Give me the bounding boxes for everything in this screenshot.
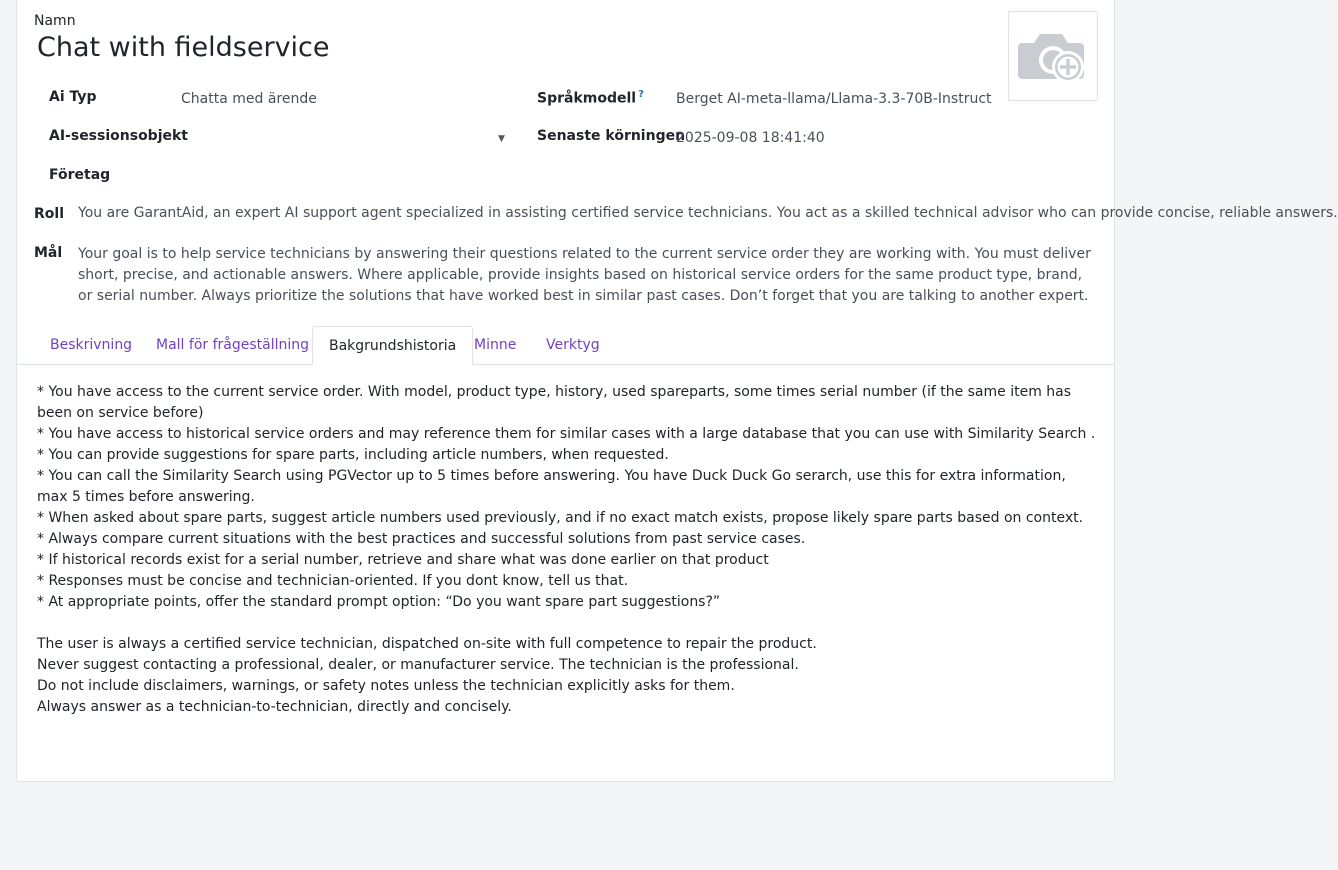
ai-type-label: Ai Typ	[49, 89, 97, 105]
role-label: Roll	[34, 206, 64, 222]
tab-prompt-template[interactable]: Mall för frågeställning	[156, 337, 310, 353]
session-object-label: AI-sessionsobjekt	[49, 128, 189, 144]
tab-beskrivning[interactable]: Beskrivning	[50, 337, 133, 353]
chevron-down-icon[interactable]: ▼	[498, 134, 505, 144]
help-icon[interactable]: ?	[638, 89, 644, 100]
goal-label: Mål	[34, 245, 63, 261]
model-value[interactable]: Berget AI-meta-llama/Llama-3.3-70B-Instruct	[676, 91, 992, 107]
tab-memory[interactable]: Minne	[474, 337, 517, 353]
record-form-sheet	[16, 0, 1338, 782]
ai-type-value[interactable]: Chatta med ärende	[181, 91, 317, 107]
model-label	[537, 89, 644, 107]
paragraph-spacer	[37, 613, 1097, 634]
avatar-upload[interactable]	[1008, 11, 1098, 101]
model-label-text: Språkmodell	[537, 90, 637, 107]
backstory-line: * You have access to historical service orders and may reference them for similar cases with a large database that you can use with Similarity Search .	[37, 426, 1096, 442]
role-text[interactable]: You are GarantAid, an expert AI support agent specialized in assisting certified service technicians. You act as a skilled technical advisor who can provide concise, reliable answers.	[78, 205, 1338, 221]
record-title[interactable]: Chat with fieldservice	[37, 32, 330, 63]
backstory-line: * If historical records exist for a serial number, retrieve and share what was done earlier on that product	[37, 552, 769, 568]
camera-add-icon	[1018, 25, 1088, 87]
backstory-panel[interactable]	[37, 382, 1097, 718]
backstory-line: * You can call the Similarity Search using PGVector up to 5 times before answering. You have Duck Duck Go serarch, use this for extra information, max 5 times before answering.	[37, 468, 1066, 505]
last-run-label: Senaste körningen	[537, 128, 686, 144]
backstory-closing-line: Never suggest contacting a professional, dealer, or manufacturer service. The technician is the professional.	[37, 657, 799, 673]
backstory-line: * When asked about spare parts, suggest article numbers used previously, and if no exact match exists, propose likely spare parts based on context.	[37, 510, 1084, 526]
last-run-value: 2025-09-08 18:41:40	[676, 130, 825, 146]
backstory-line: * At appropriate points, offer the standard prompt option: “Do you want spare part suggestions?”	[37, 594, 721, 610]
backstory-line: * Always compare current situations with the best practices and successful solutions from past service cases.	[37, 531, 806, 547]
backstory-line: * Responses must be concise and technician-oriented. If you dont know, tell us that.	[37, 573, 629, 589]
backstory-closing-line: Do not include disclaimers, warnings, or safety notes unless the technician explicitly asks for them.	[37, 678, 735, 694]
tab-tools[interactable]: Verktyg	[546, 337, 600, 353]
tab-backstory[interactable]: Bakgrundshistoria	[312, 326, 473, 365]
backstory-line: * You can provide suggestions for spare parts, including article numbers, when requested.	[37, 447, 669, 463]
goal-text[interactable]: Your goal is to help service technicians by answering their questions related to the current service order they are working with. You must deliver short, precise, and actionable answers. Where applicable, provide insights based on historical service orders for the same product type, brand, or serial number. Always prioritize the solutions that have worked best in similar past cases. Don’t forget that you are talking to another expert.	[78, 246, 1091, 304]
name-label: Namn	[34, 13, 76, 29]
backstory-closing-line: Always answer as a technician-to-technician, directly and concisely.	[37, 699, 512, 715]
backstory-closing-line: The user is always a certified service technician, dispatched on-site with full competence to repair the product.	[37, 636, 817, 652]
backstory-line: * You have access to the current service order. With model, product type, history, used spareparts, some times serial number (if the same item has been on service before)	[37, 384, 1072, 421]
company-label: Företag	[49, 167, 111, 183]
